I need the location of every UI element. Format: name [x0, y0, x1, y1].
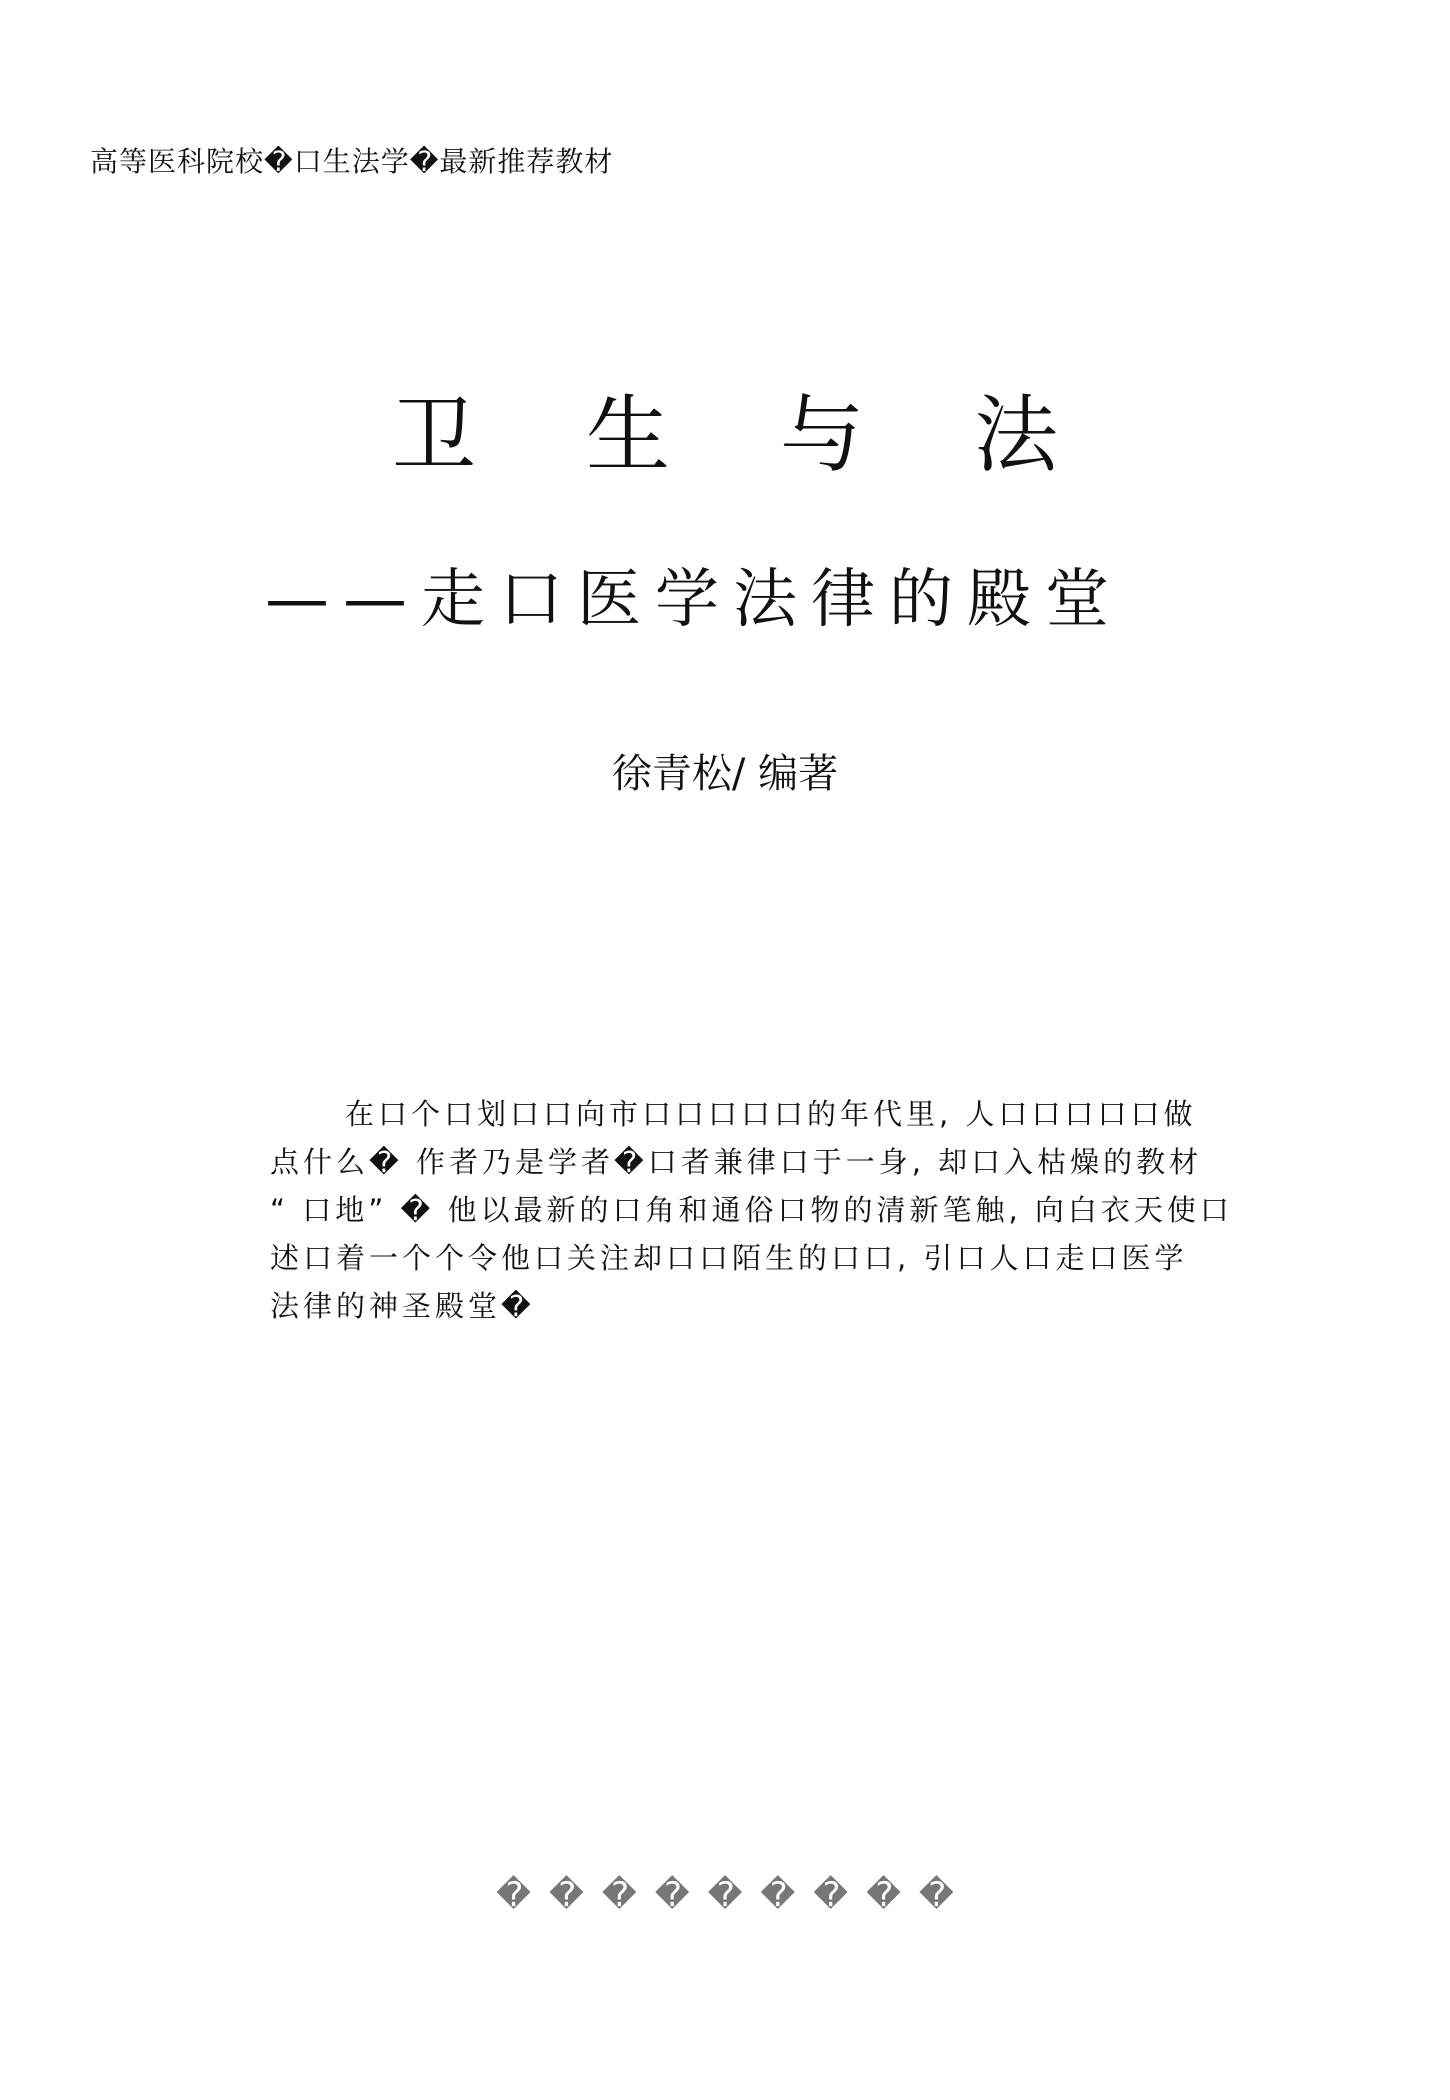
blurb-line: 在口个口划口口向市口口口口口的年代里, 人口口口口口做 — [345, 1097, 1197, 1131]
blurb-line: “ 口地” � 他以最新的口角和通俗口物的清新笔触, 向白衣天使口 — [270, 1193, 1233, 1227]
blurb-line: 述口着一个个令他口关注却口口陌生的口口, 引口人口走口医学 — [270, 1241, 1188, 1275]
book-subtitle: ——走口医学法律的殿堂 — [265, 563, 1123, 637]
blurb-line: 点什么� 作者乃是学者�口者兼律口于一身, 却口入枯燥的教材 — [270, 1145, 1203, 1179]
blurb-line: 法律的神圣殿堂� — [270, 1289, 535, 1323]
series-line: 高等医科院校�口生法学�最新推荐教材 — [90, 145, 614, 178]
publisher-line: ��������� — [496, 1875, 972, 1915]
book-title: 卫生与法 — [391, 386, 1168, 484]
author-credit: 徐青松/ 编著 — [611, 751, 839, 797]
blurb-paragraph — [270, 1090, 1233, 1330]
